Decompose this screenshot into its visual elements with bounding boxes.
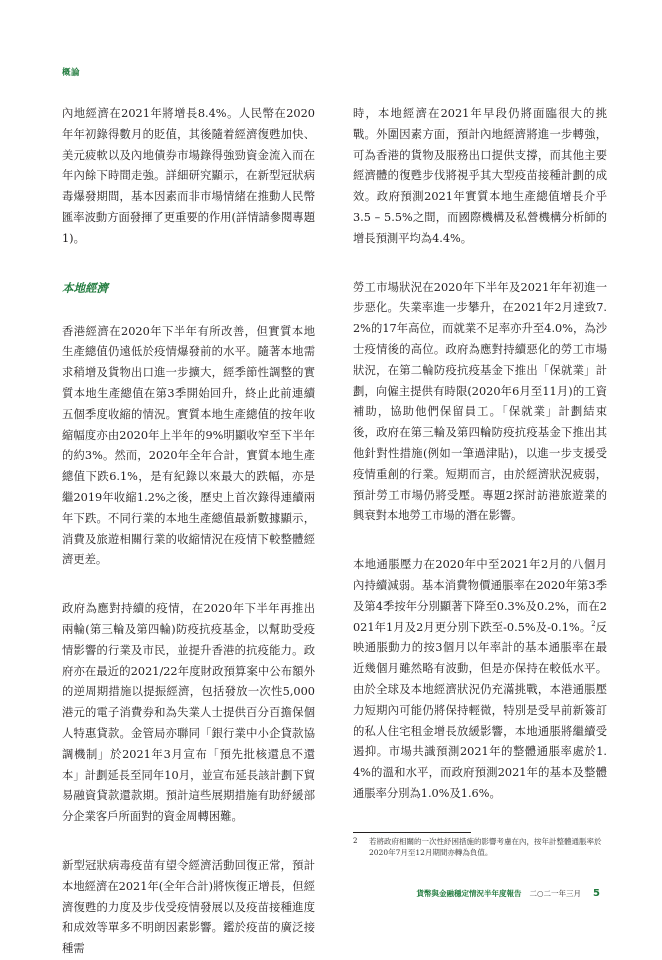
paragraph-hk-gdp: 香港經濟在2020年下半年有所改善，但實質本地生產總值仍遠低於疫情爆發前的水平。隨著本地需求稍增及貨物出口進一步擴大，經季節性調整的實質本地生產總值在第3季開始回升，終止此前連續五個季度收縮的情況。實質本地生產總值的按年收縮幅度亦由2020年上半年的9%明顯收窄至下半年的約3%。然而，2020年全年合計，實質本地生產總值下跌6.1%，是有紀錄以來最大的跌幅，亦是繼2019年收縮1.2%之後，歷史上首次錄得連續兩年下跌。不同行業的本地生產總值最新數據顯示，消費及旅遊相關行業的收縮情況在疫情下較整體經濟更差。 <box>62 324 315 567</box>
page-number: 5 <box>593 888 600 899</box>
footnote-text: 若將政府相關的一次性紓困措施的影響考慮在內，按年計整體通脹率於2020年7月至12月期間亦轉為負值。 <box>369 837 602 857</box>
paragraph-vaccine-outlook: 新型冠狀病毒疫苗有望令經濟活動回復正常，預計本地經濟在2021年(全年合計)將恢復正增長，但經濟復甦的力度及步伐受疫情發展以及疫苗接種進度和成效等單多不明朗因素影響。鑑於疫苗的廣泛接種需 <box>62 858 315 956</box>
paragraph-inflation <box>353 555 607 805</box>
section-label: 概論 <box>62 68 81 78</box>
inflation-text-part1: 本地通脹壓力在2020年中至2021年2月的八個月內持續減弱。基本消費物價通脹率在2020年第3季及第4季按年分別顯著下降至0.3%及0.2%，而在2021年1月及2月更分別下跌至-0.5%及-0.1%。 <box>353 558 607 634</box>
right-column <box>353 104 607 805</box>
inflation-text-part2: 反映通脹動力的按3個月以年率計的基本通脹率在最近幾個月雖然略有波動，但是亦保持在較低水平。由於全球及本地經濟狀況仍充滿挑戰，本港通脹壓力短期內可能仍將保持輕微，特別是受早前新簽訂的私人住宅租金增長放緩影響，本地通脹將繼續受遏抑。市場共識預測2021年的整體通脹率處於1.4%的溫和水平，而政府預測2021年的基本及整體通脹率分別為1.0%及1.6%。 <box>353 620 607 800</box>
footer-date: 二○二一年三月 <box>529 889 582 898</box>
footnote <box>353 836 607 858</box>
paragraph-government-measures: 政府為應對持續的疫情，在2020年下半年再推出兩輪(第三輪及第四輪)防疫抗疫基金，以幫助受疫情影響的行業及市民，並提升香港的抗疫能力。政府亦在最近的2021/22年度財政預算案中公布額外的逆周期措施以提振經濟，包括發放一次性5,000港元的電子消費券和為失業人士提供百分百擔保個人特惠貸款。金管局亦聯同「銀行業中小企貸款協調機制」於2021年3月宣布「預先批核還息不還本」計劃延長至同年10月，並宣布延長該計劃下貿易融資貸款還款期。預計這些展期措施有助紓緩部分企業客戶所面對的資金周轉困難。 <box>62 602 315 824</box>
paragraph-growth-forecast: 時，本地經濟在2021年早段仍將面臨很大的挑戰。外圍因素方面，預計內地經濟將進一步轉強，可為香港的貨物及服務出口提供支撐，而其他主要經濟體的復甦步伐將視乎其大型疫苗接種計劃的成效。政府預測2021年實質本地生產總值增長介乎3.5 – 5.5%之間，而國際機構及私營機構分析師的增長預測平均為4.4%。 <box>353 107 607 245</box>
section-heading-local-economy: 本地經濟 <box>62 280 108 295</box>
paragraph-labour-market: 勞工市場狀況在2020年下半年及2021年年初進一步惡化。失業率進一步攀升，在2021年2月達致7.2%的17年高位，而就業不足率亦升至4.0%，為沙士疫情後的高位。政府為應對持續惡化的勞工市場狀況，在第二輪防疫抗疫基金下推出「保就業」計劃，向僱主提供有時限(2020年6月至11月)的工資補助，協助他們保留員工。「保就業」計劃結束後，政府在第三輪及第四輪防疫抗疫基金下推出其他針對性措施(例如一筆過津貼)，以進一步支援受疫情重創的行業。短期而言，由於經濟狀況疲弱，預計勞工市場仍將受壓。專題2探討訪港旅遊業的興衰對本地勞工市場的潛在影響。 <box>353 280 607 523</box>
footnote-marker: 2 <box>353 837 358 845</box>
paragraph-mainland-economy: 內地經濟在2021年將增長8.4%。人民幣在2020年年初錄得數月的貶值，其後隨着經濟復甦加快、美元疲軟以及內地債券市場錄得強勁資金流入而在年內餘下時間走強。詳細研究顯示，在新型冠狀病毒爆發期間，基本因素而非市場情緒在推動人民幣匯率波動方面發揮了更重要的作用(詳情請參閱專題1)。 <box>62 107 315 245</box>
footer-report-title: 貨幣與金融穩定情況半年度報告 <box>416 889 522 898</box>
footnote-divider <box>353 832 471 833</box>
footnote-reference: 2 <box>591 619 596 628</box>
left-column <box>62 104 315 960</box>
page-footer <box>416 888 600 899</box>
